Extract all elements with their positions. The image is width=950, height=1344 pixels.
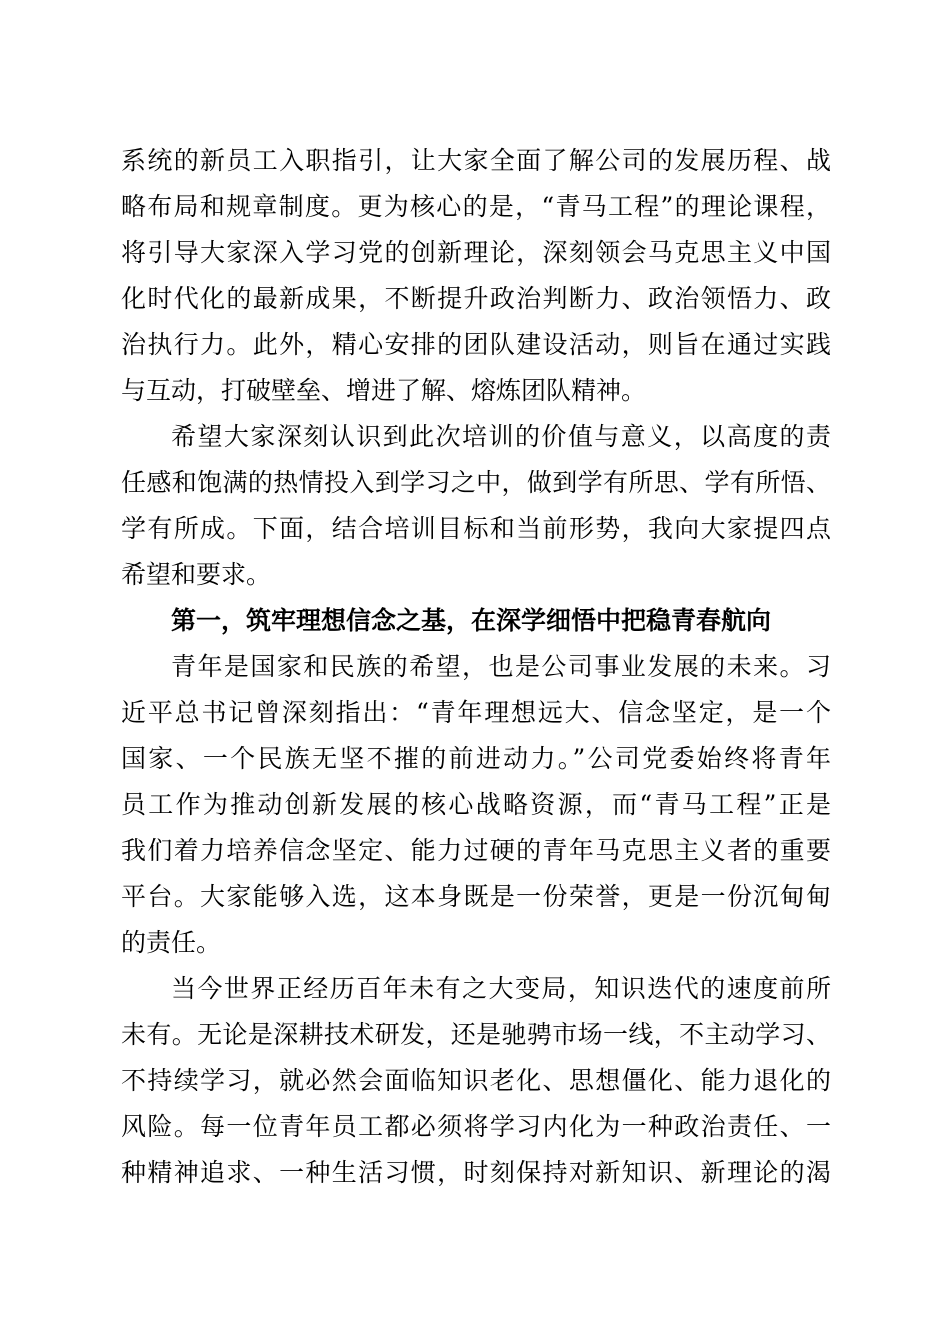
section-heading: 第一，筑牢理想信念之基，在深学细悟中把稳青春航向 <box>171 606 772 635</box>
paragraph-line: 当今世界正经历百年未有之大变局，知识迭代的速度前所 <box>171 974 831 1003</box>
paragraph-line: 员工作为推动创新发展的核心战略资源，而“青马工程”正是 <box>121 790 831 819</box>
paragraph-line: 未有。无论是深耕技术研发，还是驰骋市场一线，不主动学习、 <box>121 1020 831 1049</box>
paragraph-line: 将引导大家深入学习党的创新理论，深刻领会马克思主义中国 <box>121 238 831 267</box>
paragraph-line: 风险。每一位青年员工都必须将学习内化为一种政治责任、一 <box>121 1112 831 1141</box>
paragraph-line: 系统的新员工入职指引，让大家全面了解公司的发展历程、战 <box>121 146 831 175</box>
paragraph-line: 种精神追求、一种生活习惯，时刻保持对新知识、新理论的渴 <box>121 1158 831 1187</box>
paragraph-line: 学有所成。下面，结合培训目标和当前形势，我向大家提四点 <box>121 514 831 543</box>
paragraph-line: 与互动，打破壁垒、增进了解、熔炼团队精神。 <box>121 376 647 405</box>
paragraph-line: 近平总书记曾深刻指出：“青年理想远大、信念坚定，是一个 <box>121 698 831 727</box>
paragraph-line: 化时代化的最新成果，不断提升政治判断力、政治领悟力、政 <box>121 284 831 313</box>
paragraph-line: 国家、一个民族无坚不摧的前进动力。”公司党委始终将青年 <box>121 744 831 773</box>
paragraph-line: 略布局和规章制度。更为核心的是，“青马工程”的理论课程， <box>121 192 831 221</box>
paragraph-line: 的责任。 <box>121 928 222 957</box>
paragraph-line: 不持续学习，就必然会面临知识老化、思想僵化、能力退化的 <box>121 1066 831 1095</box>
paragraph-line: 我们着力培养信念坚定、能力过硬的青年马克思主义者的重要 <box>121 836 831 865</box>
paragraph-line: 希望大家深刻认识到此次培训的价值与意义，以高度的责 <box>171 422 831 451</box>
paragraph-line: 青年是国家和民族的希望，也是公司事业发展的未来。习 <box>171 652 831 681</box>
paragraph-line: 任感和饱满的热情投入到学习之中，做到学有所思、学有所悟、 <box>121 468 831 497</box>
paragraph-line: 希望和要求。 <box>121 560 272 589</box>
paragraph-line: 治执行力。此外，精心安排的团队建设活动，则旨在通过实践 <box>121 330 831 359</box>
paragraph-line: 平台。大家能够入选，这本身既是一份荣誉，更是一份沉甸甸 <box>121 882 831 911</box>
